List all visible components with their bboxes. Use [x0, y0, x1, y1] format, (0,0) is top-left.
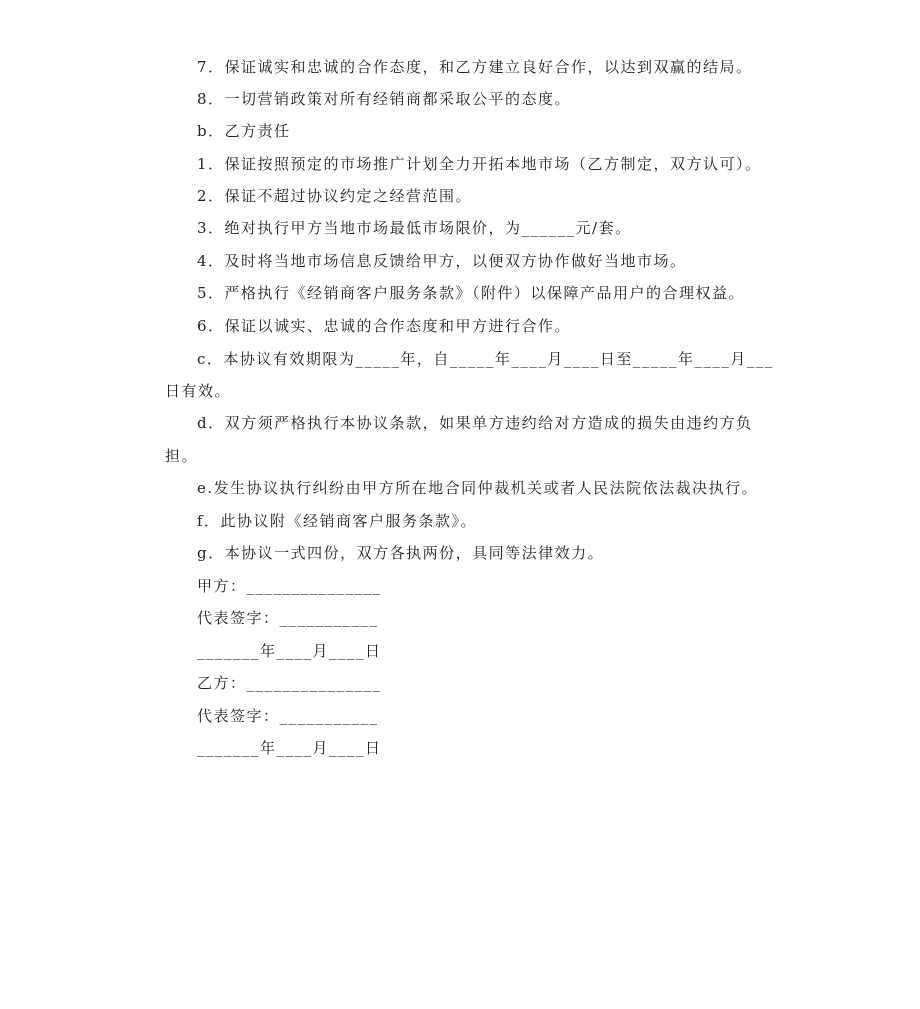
party-b-date-line: _______年____月____日 — [197, 739, 382, 757]
clause-b5: 5．严格执行《经销商客户服务条款》（附件）以保障产品用户的合理权益。 — [197, 284, 746, 302]
party-a-signature-line: 甲方：_______________ — [197, 577, 382, 595]
clause-b4: 4．及时将当地市场信息反馈给甲方，以便双方协作做好当地市场。 — [197, 252, 687, 270]
section-b-heading: b．乙方责任 — [197, 122, 291, 140]
clause-c: c．本协议有效期限为_____年，自_____年____月____日至_____年____月___ — [197, 350, 774, 368]
clause-d: d．双方须严格执行本协议条款，如果单方违约给对方造成的损失由违约方负 — [197, 414, 753, 432]
party-a-date-line: _______年____月____日 — [197, 642, 382, 660]
party-b-signature-line: 乙方：_______________ — [197, 674, 382, 692]
clause-d-continued: 担。 — [165, 447, 199, 465]
clause-b2: 2．保证不超过协议约定之经营范围。 — [197, 187, 473, 205]
clause-a8: 8．一切营销政策对所有经销商都采取公平的态度。 — [197, 90, 572, 108]
clause-f: f．此协议附《经销商客户服务条款》。 — [197, 512, 478, 530]
clause-e: e.发生协议执行纠纷由甲方所在地合同仲裁机关或者人民法院依法裁决执行。 — [197, 479, 759, 497]
party-a-representative-line: 代表签字：___________ — [197, 609, 379, 627]
clause-g: g．本协议一式四份，双方各执两份，具同等法律效力。 — [197, 544, 605, 562]
clause-b3: 3．绝对执行甲方当地市场最低市场限价，为______元/套。 — [197, 219, 632, 237]
clause-c-continued: 日有效。 — [165, 382, 232, 400]
clause-b1: 1．保证按照预定的市场推广计划全力开拓本地市场（乙方制定，双方认可）。 — [197, 155, 762, 173]
clause-a7: 7．保证诚实和忠诚的合作态度，和乙方建立良好合作，以达到双赢的结局。 — [197, 58, 753, 76]
clause-b6: 6．保证以诚实、忠诚的合作态度和甲方进行合作。 — [197, 317, 572, 335]
party-b-representative-line: 代表签字：___________ — [197, 707, 379, 725]
